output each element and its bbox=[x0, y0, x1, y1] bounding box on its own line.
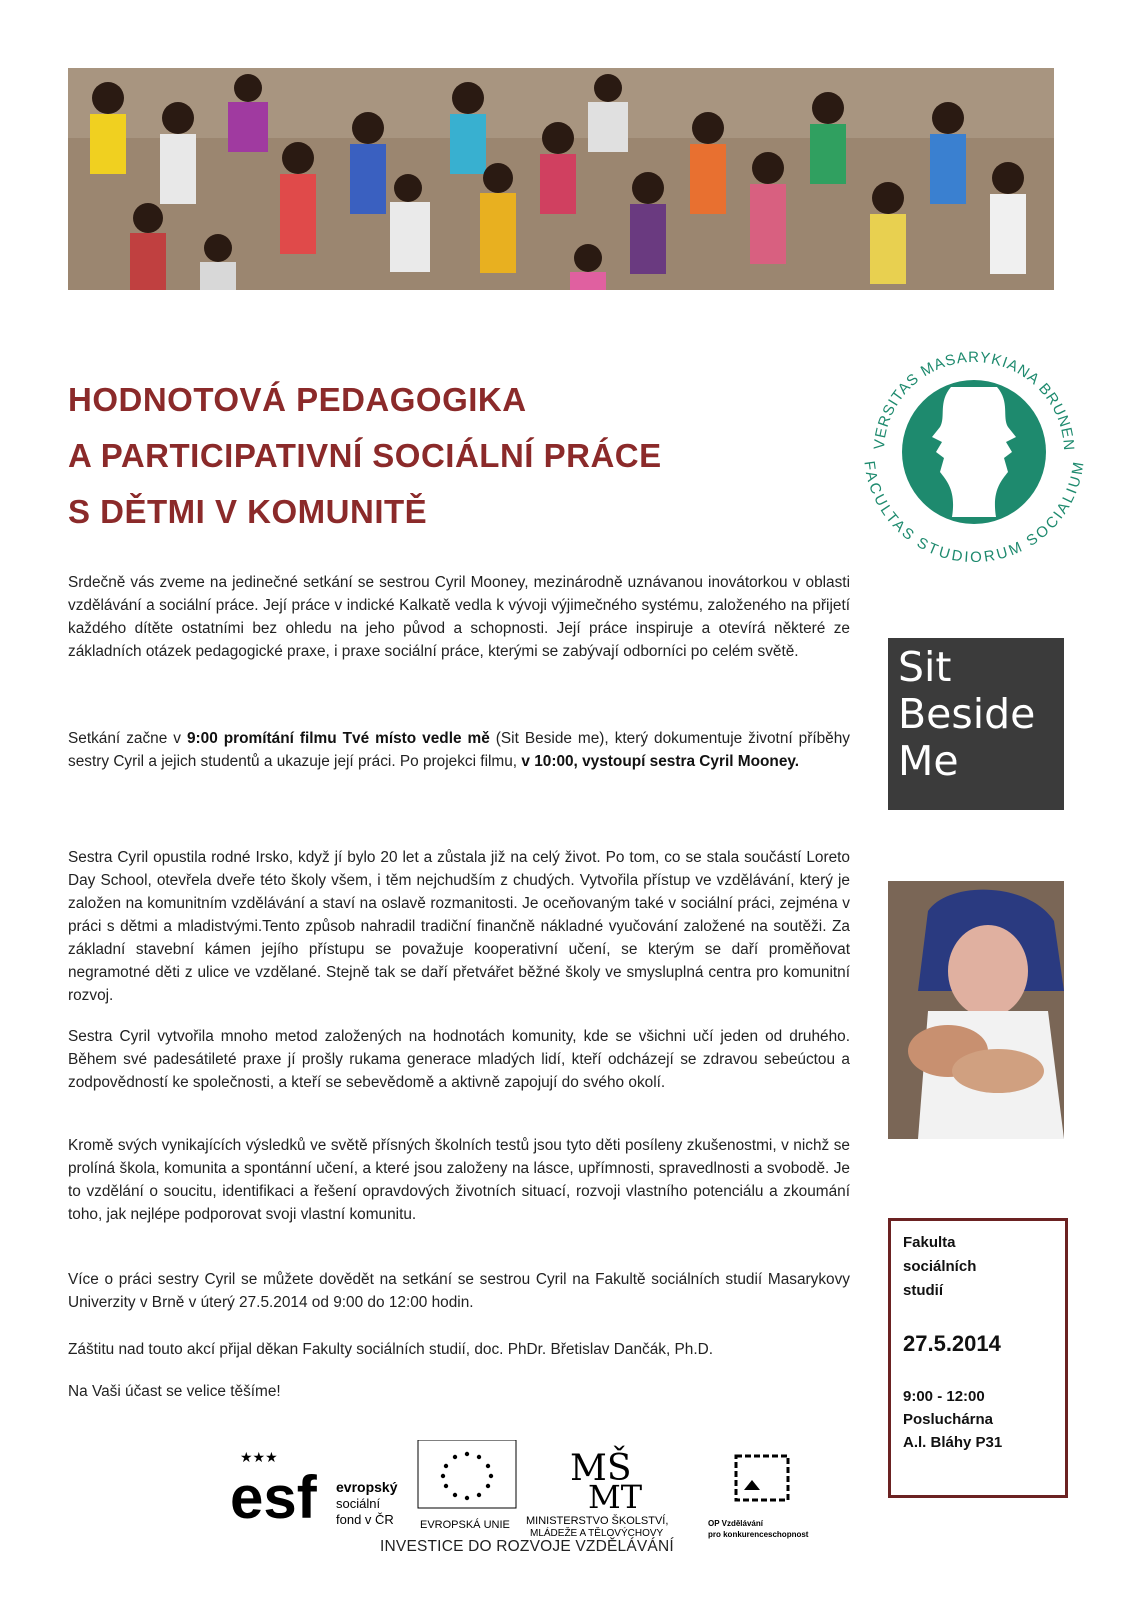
title-line-3: S DĚTMI V KOMUNITĚ bbox=[68, 493, 428, 530]
op-label-2: pro konkurenceschopnost bbox=[708, 1530, 809, 1539]
film-title-box bbox=[888, 638, 1064, 810]
esf-line-2: sociální bbox=[336, 1496, 381, 1511]
program-text-2: (Sit Beside me), který dokumentuje životní příběhy sestry Cyril a jejich studentů a ukazuje její práci. Po projekci filmu, bbox=[68, 730, 850, 770]
footer-caption: INVESTICE DO ROZVOJE VZDĚLÁVÁNÍ bbox=[380, 1538, 674, 1555]
title-line-2: A PARTICIPATIVNÍ SOCIÁLNÍ PRÁCE bbox=[68, 437, 662, 474]
seal-bottom-text: FACULTAS STUDIORUM SOCIALIUM bbox=[860, 459, 1086, 562]
program-text-1: Setkání začne v bbox=[68, 730, 187, 747]
eu-flag-logo bbox=[418, 1440, 516, 1531]
patronage-paragraph: Záštitu nad touto akcí přijal děkan Fakulty sociálních studií, doc. PhDr. Břetislav Dančák, Ph.D. bbox=[68, 1341, 714, 1358]
info-faculty-line-1: Fakulta bbox=[903, 1234, 956, 1251]
funding-logos bbox=[230, 1440, 870, 1540]
program-film-time: 9:00 promítání filmu Tvé místo vedle mě bbox=[186, 730, 490, 747]
esf-logo bbox=[230, 1450, 398, 1531]
info-faculty-line-3: studií bbox=[903, 1282, 943, 1299]
sister-cyril-photo bbox=[888, 881, 1064, 1139]
program-talk-time: v 10:00, vystoupí sestra Cyril Mooney. bbox=[521, 753, 800, 770]
methods-paragraph: Sestra Cyril vytvořila mnoho metod založených na hodnotách komunity, kde se všichni učí jeden od druhého. Během své padesátileté praxe jí prošly rukama generace mladých lidí, kteří odcházejí se zdravou sebeúctou a zodpovědností ke společnosti, a kteří se sebevědomě a aktivně zapojují do svého okolí. bbox=[68, 1028, 850, 1091]
seal-top-text: VERSITAS MASARYKIANA BRUNEN bbox=[870, 348, 1078, 452]
eu-label: EVROPSKÁ UNIE bbox=[420, 1519, 510, 1531]
venue-paragraph: Více o práci sestry Cyril se můžete dovědět na setkání se sestrou Cyril na Fakultě sociálních studií Masarykovy Univerzity v Brně v úterý 27.5.2014 od 9:00 do 12:00 hodin. bbox=[68, 1271, 850, 1311]
msmt-logo bbox=[526, 1447, 668, 1539]
university-seal-logo bbox=[856, 332, 1086, 562]
footer-logos bbox=[230, 1440, 870, 1590]
banner-photo bbox=[68, 68, 1054, 290]
info-faculty-line-2: sociálních bbox=[903, 1258, 977, 1275]
msmt-label-1: MINISTERSTVO ŠKOLSTVÍ, bbox=[526, 1515, 669, 1527]
biography-paragraph: Sestra Cyril opustila rodné Irsko, když jí bylo 20 let a zůstala již na celý život. Po tom, co se stala součástí Loreto Day School, otevřela dveře této školy všem, i těm nejchudším z chudých. Vytvořila přístup ve vzdělávání, který je založen na komunitním vzdělávání a staví na oslavě rozmanitosti. Je oceňovaným také v sociální práci, zejména v práci s dětmi a mladistvými.Tento způsob nahradil tradiční finančně nákladné vyučování založené na soutěži. Za základní stavební kámen jejího přístupu se považuje kooperativní učení, se kterým se daří proměňovat negramotné děti z ulice ve vzdělané. Stejně tak se daří přetvářet běžné školy ve smysluplná centra pro komunitní rozvoj. bbox=[68, 849, 850, 1004]
op-logo bbox=[708, 1456, 809, 1539]
star-icon: ★★★ bbox=[240, 1450, 278, 1466]
esf-line-3: fond v ČR bbox=[336, 1512, 394, 1527]
msmt-monogram-icon-2: MT bbox=[588, 1478, 643, 1516]
esf-line-1: evropský bbox=[336, 1479, 398, 1495]
msmt-monogram-icon: MŠ bbox=[570, 1448, 632, 1489]
children-crowd-illustration bbox=[68, 68, 1054, 290]
film-title-line-1: Sit bbox=[898, 643, 952, 691]
event-room-line-1: Posluchárna bbox=[903, 1411, 994, 1428]
event-room-line-2: A.l. Bláhy P31 bbox=[903, 1434, 1003, 1451]
page-title bbox=[68, 372, 848, 540]
op-frame-icon bbox=[736, 1456, 788, 1500]
title-line-1: HODNOTOVÁ PEDAGOGIKA bbox=[68, 381, 527, 418]
event-date: 27.5.2014 bbox=[903, 1331, 1001, 1356]
intro-paragraph: Srdečně vás zveme na jedinečné setkání se sestrou Cyril Mooney, mezinárodně uznávanou inovátorkou v oblasti vzdělávání a sociální práce. Její práce v indické Kalkatě vedla k vývoji výjimečného systému, založeného na přijetí každého dítěte ostatními bez ohledu na jeho původ a schopnosti. Její práce inspiruje a otevírá některé ze základních otázek pedagogické praxe, i praxe sociální práce, kterými se zabývají odborníci po celém světě. bbox=[68, 574, 850, 660]
program-paragraph bbox=[68, 727, 850, 773]
film-title-line-3: Me bbox=[898, 737, 959, 785]
event-time: 9:00 - 12:00 bbox=[903, 1388, 985, 1405]
event-info-box bbox=[888, 1218, 1068, 1498]
op-label-1: OP Vzdělávání bbox=[708, 1519, 763, 1528]
closing-paragraph: Na Vaši účast se velice těšíme! bbox=[68, 1383, 281, 1400]
esf-logo-text: esf bbox=[230, 1464, 317, 1531]
film-title-line-2: Beside bbox=[898, 690, 1036, 738]
results-paragraph: Kromě svých vynikajících výsledků ve světě přísných školních testů jsou tyto děti posíleny zkušenostmi, v nichž se prolíná škola, komunita a spontánní učení, a které jsou založeny na lásce, upřímnosti, spravedlnosti a svobodě. Je to vzdělání o soucitu, identifikaci a řešení opravdových životních situací, rozvoji vlastního potenciálu a zkoumání toho, jak nejlépe podporovat svoji vlastní komunitu. bbox=[68, 1137, 850, 1223]
msmt-label-2: MLÁDEŽE A TĚLOVÝCHOVY bbox=[530, 1528, 664, 1539]
